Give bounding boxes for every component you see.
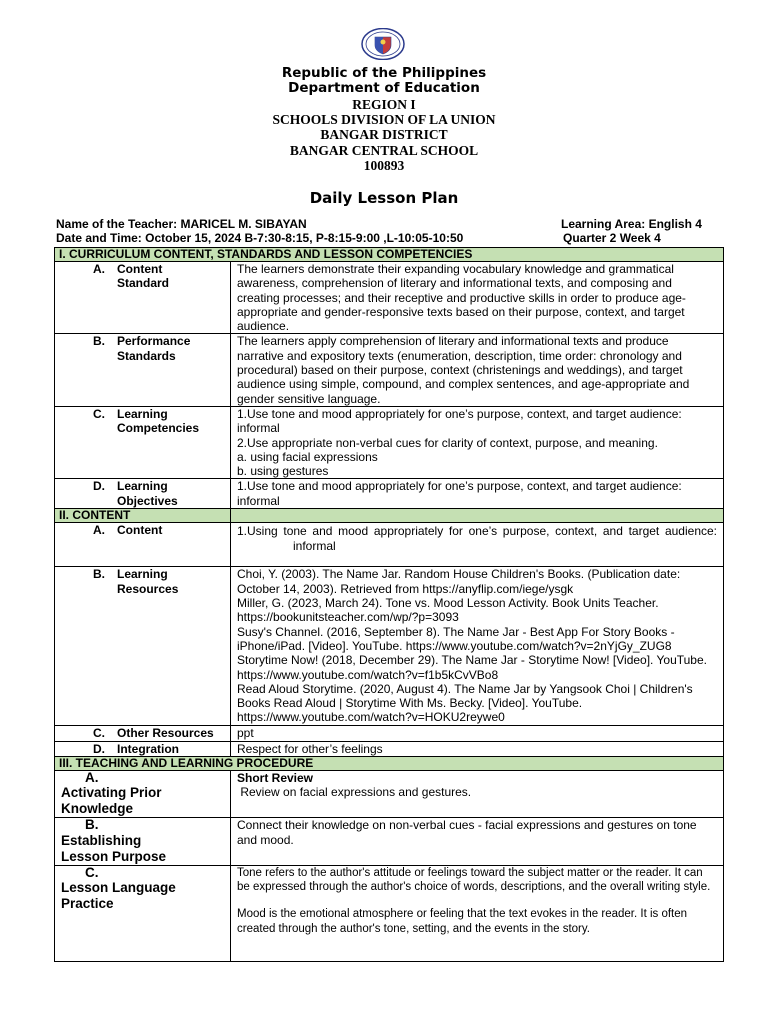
row-label: Establishing Lesson Purpose [61, 832, 167, 864]
section-curriculum [55, 248, 724, 262]
section-title: I. CURRICULUM CONTENT, STANDARDS AND LESSON COMPETENCIES [55, 248, 724, 262]
row-learning-resources [55, 567, 724, 726]
row-activating-prior-knowledge [55, 771, 724, 818]
date-time: Date and Time: October 15, 2024 B-7:30-8:15, P-8:15-9:00 ,L-10:05-10:50 [56, 231, 464, 245]
row-label: Content Standard [117, 262, 170, 291]
competency-2: 2.Use appropriate non-verbal cues for clarity of context, purpose, and meaning. [237, 435, 658, 450]
row-letter: A. [93, 523, 105, 538]
competency-1: 1.Use tone and mood appropriately for one’s purpose, context, and target audience: informal [237, 406, 682, 436]
header-division: SCHOOLS DIVISION OF LA UNION [272, 112, 496, 127]
content-line-1: 1.Using tone and mood appropriately for one’s purpose, context, and target audience: [237, 524, 717, 539]
row-performance-standards [55, 334, 724, 406]
establishing-text: Connect their knowledge on non-verbal cues - facial expressions and gestures on tone and mood. [231, 818, 724, 865]
resource-item: Choi, Y. (2003). The Name Jar. Random House Children's Books. (Publication date: October 14, 2003). Retrieved from https://anyflip.com/iege/ysgk [237, 567, 681, 596]
header-department: Department of Education [288, 80, 480, 96]
section-title: III. TEACHING AND LEARNING PROCEDURE [55, 757, 724, 771]
header-region: REGION I [352, 97, 416, 112]
resource-item: Storytime Now! (2018, December 29). The Name Jar - Storytime Now! [Video]. YouTube. https://www.youtube.com/watch?v=f1b5kCvVBo8 [237, 653, 707, 682]
row-letter: B. [93, 334, 105, 349]
row-lesson-language-practice [55, 865, 724, 961]
mood-definition: Mood is the emotional atmosphere or feeling that the text evokes in the reader. It is often created through the author's tone, setting, and the events in the story. [237, 908, 688, 935]
row-content [55, 523, 724, 567]
content-line-2: informal [293, 538, 336, 553]
row-letter: D. [93, 741, 105, 756]
row-letter: A. [93, 262, 105, 276]
row-label: Lesson Language Practice [61, 879, 176, 911]
performance-standards-text: The learners apply comprehension of literary and informational texts and produce narrative and expository texts (enumeration, description, time order: chronology and procedural) based on their purpose, context (christenings and weddings), and target audience using simple, compound, and complex sentences, and age-appropriate and gender sensitive language. [231, 334, 724, 406]
learning-area: Learning Area: English 4 [561, 217, 702, 231]
row-establishing-lesson-purpose [55, 818, 724, 865]
header-republic: Republic of the Philippines [281, 65, 487, 81]
header-school-id: 100893 [363, 158, 405, 173]
row-label: Learning Objectives [117, 479, 178, 508]
row-integration [55, 741, 724, 756]
competency-2b: b. using gestures [237, 464, 329, 479]
row-letter: D. [93, 479, 105, 494]
lesson-plan-table [54, 247, 724, 962]
row-letter: C. [93, 726, 105, 741]
activating-heading: Short Review [237, 771, 314, 786]
row-learning-objectives [55, 479, 724, 509]
row-label: Performance Standards [117, 334, 191, 363]
teacher-name: Name of the Teacher: MARICEL M. SIBAYAN [56, 217, 307, 231]
section-procedure [55, 757, 724, 771]
row-letter: C. [85, 864, 99, 880]
row-letter: B. [93, 567, 105, 582]
competency-2a: a. using facial expressions [237, 449, 378, 464]
row-content-standard [55, 262, 724, 334]
activating-text: Review on facial expressions and gestures. [237, 785, 472, 800]
resource-item: Susy's Channel. (2016, September 8). The Name Jar - Best App For Story Books - iPhone/iPad. [Video]. YouTube. https://www.youtube.com/watch?v=2nYjGy_ZUG8 [237, 624, 675, 653]
row-letter: B. [85, 817, 99, 833]
section-title: II. CONTENT [55, 509, 231, 523]
row-label: Other Resources [117, 726, 214, 741]
row-label: Activating Prior Knowledge [61, 785, 162, 817]
section-content [55, 509, 724, 523]
row-label: Integration [117, 741, 179, 756]
other-resources-text: ppt [231, 726, 724, 741]
resource-item: Read Aloud Storytime. (2020, August 4). The Name Jar by Yangsook Choi | Children's Books Read Aloud | Storytime With Ms. Becky. [Video]. YouTube. https://www.youtube.com/watch?v=HOKU2reywe0 [237, 681, 693, 725]
deped-seal-icon [361, 28, 405, 60]
header-school: BANGAR CENTRAL SCHOOL [289, 143, 479, 158]
row-other-resources [55, 726, 724, 741]
integration-text: Respect for other’s feelings [231, 741, 724, 756]
row-label: Learning Resources [117, 567, 179, 596]
header-district: BANGAR DISTRICT [320, 127, 448, 142]
page-title: Daily Lesson Plan [309, 189, 459, 207]
row-letter: A. [85, 770, 99, 786]
row-letter: C. [93, 406, 105, 421]
content-standard-text: The learners demonstrate their expanding vocabulary knowledge and grammatical awareness, comprehension of literary and informational texts, and composing and creating processes; and their receptive and productive skills in order to produce age-appropriate and gender-responsive texts based on their purpose, context, and target audience. [231, 262, 724, 334]
row-label: Content [117, 523, 163, 538]
row-label: Learning Competencies [117, 406, 200, 436]
quarter-week: Quarter 2 Week 4 [563, 231, 661, 245]
resource-item: Miller, G. (2023, March 24). Tone vs. Mood Lesson Activity. Book Units Teacher. https://bookunitsteacher.com/wp/?p=3093 [237, 596, 659, 625]
tone-definition: Tone refers to the author's attitude or feelings toward the subject matter or the reader. It can be expressed through the author's choice of words, descriptions, and the overall writing style. [237, 866, 711, 893]
learning-objectives-text: 1.Use tone and mood appropriately for one’s purpose, context, and target audience: informal [231, 479, 724, 509]
row-learning-competencies [55, 406, 724, 478]
